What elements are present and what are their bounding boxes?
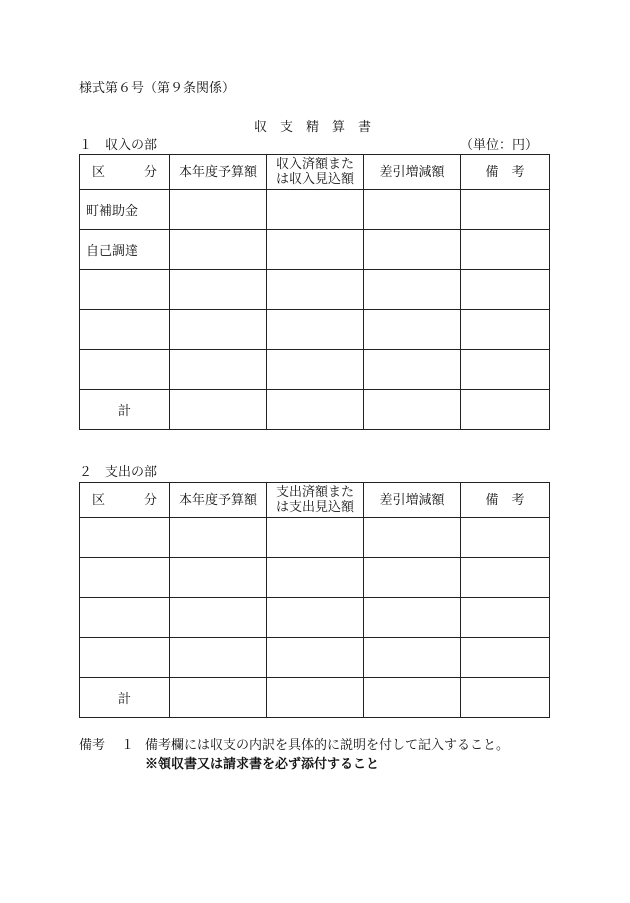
settled-cell[interactable] [267, 518, 364, 558]
table-row [80, 598, 550, 638]
remarks-cell[interactable] [461, 230, 550, 270]
remarks-cell[interactable] [461, 310, 550, 350]
diff-cell[interactable] [364, 518, 461, 558]
table-row [80, 310, 550, 350]
diff-cell[interactable] [364, 270, 461, 310]
expense-table [79, 482, 550, 718]
notes-number: １ [121, 738, 135, 753]
row-label[interactable] [80, 558, 170, 598]
remarks-cell[interactable] [461, 638, 550, 678]
header-kubun [80, 483, 170, 518]
row-label: 自己調達 [80, 230, 170, 270]
remarks-cell[interactable] [461, 518, 550, 558]
budget-total-cell[interactable] [170, 678, 267, 718]
row-label[interactable] [80, 518, 170, 558]
header-settled [267, 483, 364, 518]
budget-cell[interactable] [170, 230, 267, 270]
notes-text-1: 備考欄には収支の内訳を具体的に説明を付して記入すること。 [145, 738, 510, 753]
table-row [80, 270, 550, 310]
row-label[interactable] [80, 310, 170, 350]
income-section-heading: １ 収入の部 [79, 138, 158, 153]
diff-cell[interactable] [364, 558, 461, 598]
header-settled-line2: は支出見込額 [275, 500, 354, 515]
budget-cell[interactable] [170, 190, 267, 230]
header-remarks: 備 考 [461, 483, 550, 518]
row-label[interactable] [80, 350, 170, 390]
form-number: 様式第６号（第９条関係） [79, 81, 236, 96]
income-header-row [80, 155, 550, 190]
table-row [80, 190, 550, 230]
remarks-cell[interactable] [461, 558, 550, 598]
header-settled-line1: 支出済額また [275, 485, 354, 500]
budget-cell[interactable] [170, 270, 267, 310]
diff-cell[interactable] [364, 350, 461, 390]
settled-total-cell[interactable] [267, 678, 364, 718]
settled-cell[interactable] [267, 230, 364, 270]
budget-cell[interactable] [170, 558, 267, 598]
budget-cell[interactable] [170, 638, 267, 678]
header-settled-line1: 収入済額また [275, 157, 354, 172]
budget-total-cell[interactable] [170, 390, 267, 430]
remarks-cell[interactable] [461, 190, 550, 230]
unit-label: （単位：円） [460, 138, 539, 153]
header-settled [267, 155, 364, 190]
settled-cell[interactable] [267, 190, 364, 230]
header-kubun-1: 区 [92, 492, 106, 508]
expense-header-row [80, 483, 550, 518]
header-diff: 差引増減額 [364, 483, 461, 518]
table-row [80, 350, 550, 390]
diff-cell[interactable] [364, 598, 461, 638]
settled-cell[interactable] [267, 270, 364, 310]
header-kubun-2: 分 [143, 492, 157, 508]
header-remarks: 備 考 [461, 155, 550, 190]
document-title: 収 支 精 算 書 [254, 120, 372, 135]
row-label[interactable] [80, 270, 170, 310]
header-diff: 差引増減額 [364, 155, 461, 190]
header-budget: 本年度予算額 [170, 155, 267, 190]
row-label[interactable] [80, 638, 170, 678]
remarks-total-cell[interactable] [461, 390, 550, 430]
diff-cell[interactable] [364, 190, 461, 230]
notes-text-2: ※領収書又は請求書を必ず添付すること [145, 757, 380, 772]
budget-cell[interactable] [170, 598, 267, 638]
settled-cell[interactable] [267, 350, 364, 390]
income-table [79, 154, 550, 430]
settled-cell[interactable] [267, 558, 364, 598]
diff-cell[interactable] [364, 230, 461, 270]
header-budget: 本年度予算額 [170, 483, 267, 518]
budget-cell[interactable] [170, 518, 267, 558]
settled-total-cell[interactable] [267, 390, 364, 430]
row-label: 町補助金 [80, 190, 170, 230]
budget-cell[interactable] [170, 350, 267, 390]
header-settled-line2: は収入見込額 [275, 172, 354, 187]
diff-total-cell[interactable] [364, 390, 461, 430]
table-row [80, 638, 550, 678]
expense-section-heading: ２ 支出の部 [79, 465, 158, 480]
settled-cell[interactable] [267, 638, 364, 678]
settled-cell[interactable] [267, 598, 364, 638]
table-row [80, 558, 550, 598]
total-label: 計 [80, 678, 170, 718]
remarks-cell[interactable] [461, 598, 550, 638]
remarks-cell[interactable] [461, 350, 550, 390]
settled-cell[interactable] [267, 310, 364, 350]
diff-cell[interactable] [364, 310, 461, 350]
header-kubun [80, 155, 170, 190]
total-row [80, 678, 550, 718]
diff-cell[interactable] [364, 638, 461, 678]
total-label: 計 [80, 390, 170, 430]
table-row [80, 230, 550, 270]
header-kubun-1: 区 [92, 164, 106, 180]
remarks-cell[interactable] [461, 270, 550, 310]
notes-label: 備考 [79, 738, 106, 753]
diff-total-cell[interactable] [364, 678, 461, 718]
header-kubun-2: 分 [143, 164, 157, 180]
table-row [80, 518, 550, 558]
row-label[interactable] [80, 598, 170, 638]
total-row [80, 390, 550, 430]
budget-cell[interactable] [170, 310, 267, 350]
remarks-total-cell[interactable] [461, 678, 550, 718]
